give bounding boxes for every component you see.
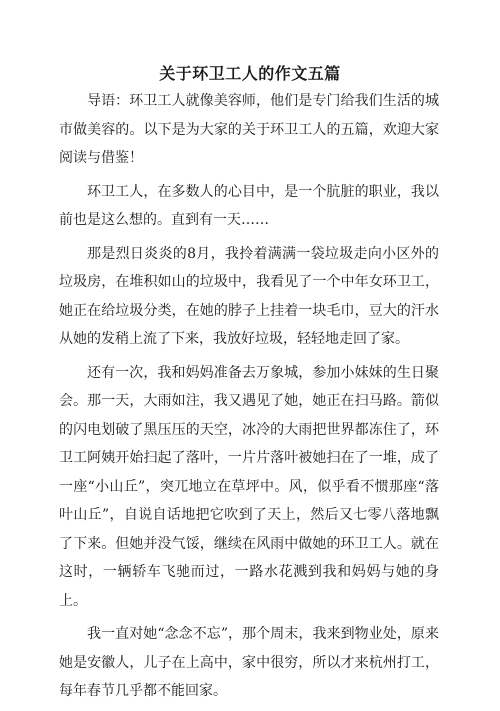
paragraph-intro: 导语：环卫工人就像美容师，他们是专门给我们生活的城市做美容的。以下是为大家的关于环卫工人的五篇，欢迎大家阅读与借鉴！ <box>59 93 439 166</box>
paragraph-opening: 环卫工人，在多数人的心目中，是一个肮脏的职业，我以前也是这么想的。直到有一天…… <box>59 183 439 228</box>
paragraph-rainy-day: 还有一次，我和妈妈准备去万象城，参加小妹妹的生日聚会。那一天，大雨如注，我又遇见了她，她正在扫马路。箭似的闪电划破了黑压压的天空，冰冷的大雨把世界都冻住了，环卫工阿姨开始扫起了落叶，一片片落叶被她扫在了一堆，成了一座“小山丘”，突兀地立在草坪中。风，似乎看不惯那座“落叶山丘”，自说自话地把它吹到了天上，然后又七零八落地飘了下来。但她并没气馁，继续在风雨中做她的环卫工人。就在这时，一辆轿车飞驰而过，一路水花溅到我和妈妈与她的身上。 <box>59 364 439 609</box>
paragraph-weekend: 我一直对她“念念不忘”，那个周末，我来到物业处，原来她是安徽人，儿子在上高中，家中很穷，所以才来杭州打工，每年春节几乎都不能回家。 <box>59 626 439 699</box>
document-body <box>59 87 439 711</box>
document-title: 关于环卫工人的作文五篇 <box>159 64 341 83</box>
paragraph-august: 那是烈日炎炎的8月，我拎着满满一袋垃圾走向小区外的垃圾房，在堆积如山的垃圾中，我看见了一个中年女环卫工，她正在给垃圾分类，在她的脖子上挂着一块毛巾，豆大的汗水从她的发稍上流了下来，我放好垃圾，轻轻地走回了家。 <box>59 245 439 347</box>
